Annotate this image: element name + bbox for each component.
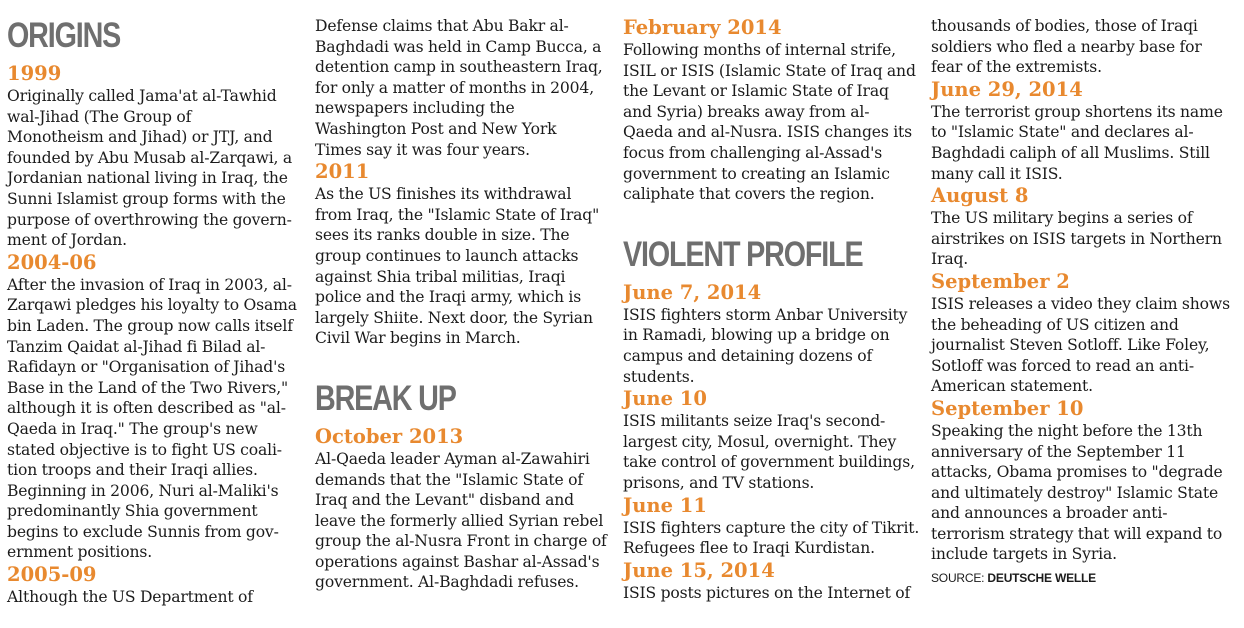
text-line: Jordanian national living in Iraq, the [7, 169, 288, 188]
text-line: government to creating an Islamic [623, 164, 890, 183]
text-line: ISIL or ISIS (Islamic State of Iraq and [623, 61, 916, 80]
text-june-15-2014-part2 [931, 16, 1229, 78]
date-february-2014: February 2014 [623, 16, 782, 39]
text-line: operations against Bashar al-Assad's [315, 552, 600, 571]
text-line: wal-Jihad (The Group of [7, 107, 192, 126]
text-line: and announces a broader anti- [931, 504, 1168, 523]
text-line: sees its ranks double in size. The [315, 226, 570, 245]
date-september-2: September 2 [931, 269, 1070, 293]
date-october-2013: October 2013 [315, 424, 464, 448]
text-line: focus from challenging al-Assad's [623, 143, 883, 162]
source-name: DEUTSCHE WELLE [987, 571, 1096, 586]
text-line: prisons, and TV stations. [623, 473, 815, 492]
text-line: Defense claims that Abu Bakr al- [315, 17, 569, 35]
text-line: in Ramadi, blowing up a bridge on [623, 326, 890, 345]
text-line: ISIS posts pictures on the Internet of [623, 583, 911, 602]
text-september-2 [931, 294, 1229, 397]
text-line: fear of the extremists. [931, 58, 1102, 77]
date-2005-09: 2005-09 [7, 563, 97, 587]
text-line: police and the Iraqi army, which is [315, 288, 582, 307]
text-2004-06 [7, 275, 305, 563]
text-line: ISIS releases a video they claim shows [931, 294, 1230, 313]
text-june-7-2014 [623, 305, 921, 387]
text-line: Following months of internal strife, [623, 41, 896, 59]
text-june-10 [623, 411, 921, 493]
text-line: caliphate that covers the region. [623, 185, 875, 204]
text-line: leave the formerly allied Syrian rebel [315, 511, 604, 530]
text-june-29-2014 [931, 102, 1229, 184]
text-1999 [7, 86, 305, 251]
text-line: Beginning in 2006, Nuri al-Maliki's [7, 481, 279, 500]
text-line: students. [623, 367, 695, 386]
text-line: group continues to launch attacks [315, 246, 579, 265]
text-line: Baghdadi was held in Camp Bucca, a [315, 37, 602, 56]
text-line: many call it ISIS. [931, 164, 1063, 183]
heading-break-up: BREAK UP [315, 378, 456, 418]
text-line: Qaeda in Iraq." The group's new [7, 419, 258, 438]
text-line: terrorism strategy that will expand to [931, 524, 1223, 543]
text-line: largest city, Mosul, overnight. They [623, 432, 897, 451]
text-line: Baghdadi caliph of all Muslims. Still [931, 143, 1210, 162]
text-line: Zarqawi pledges his loyalty to Osama [7, 296, 297, 315]
text-line: for only a matter of months in 2004, [315, 78, 594, 97]
text-june-11 [623, 518, 921, 559]
text-line: begins to exclude Sunnis from gov- [7, 522, 279, 541]
date-june-7-2014: June 7, 2014 [623, 280, 762, 304]
text-october-2013 [315, 449, 613, 593]
text-line: newspapers including the [315, 99, 515, 118]
text-line: although it is often described as "al- [7, 399, 286, 418]
date-june-15-2014: June 15, 2014 [623, 558, 775, 582]
column-3 [623, 16, 921, 603]
text-line: Civil War begins in March. [315, 329, 521, 348]
text-line: predominantly Shia government [7, 502, 258, 521]
text-line: attacks, Obama promises to "degrade [931, 463, 1223, 482]
text-line: Base in the Land of the Two Rivers," [7, 378, 289, 397]
text-line: ISIS fighters storm Anbar University [623, 305, 908, 324]
heading-violent-profile: VIOLENT PROFILE [623, 234, 863, 274]
text-line: ISIS fighters capture the city of Tikrit. [623, 518, 920, 537]
text-line: American statement. [931, 377, 1093, 396]
text-september-10 [931, 421, 1229, 565]
text-2005-09-part1 [7, 587, 305, 608]
text-line: demands that the "Islamic State of [315, 470, 583, 489]
text-line: Speaking the night before the 13th [931, 421, 1203, 440]
text-line: After the invasion of Iraq in 2003, al- [7, 275, 292, 294]
text-line: Rafidayn or "Organisation of Jihad's [7, 358, 286, 377]
text-2011 [315, 184, 613, 349]
text-line: Times say it was four years. [315, 140, 530, 159]
text-line: Originally called Jama'at al-Tawhid [7, 87, 277, 105]
date-august-8: August 8 [931, 184, 1029, 208]
text-line: Sunni Islamist group forms with the [7, 189, 286, 208]
text-line: ernment positions. [7, 543, 153, 562]
column-2 [315, 16, 613, 593]
column-4 [931, 16, 1229, 585]
text-line: take control of government buildings, [623, 453, 915, 472]
date-2011: 2011 [315, 160, 370, 184]
text-line: include targets in Syria. [931, 545, 1117, 564]
text-line: founded by Abu Musab al-Zarqawi, a [7, 148, 292, 167]
text-line: Refugees flee to Iraqi Kurdistan. [623, 539, 875, 558]
text-line: detention camp in southeastern Iraq, [315, 58, 603, 77]
date-2004-06: 2004-06 [7, 250, 97, 274]
text-line: Iraq and the Levant" disband and [315, 491, 575, 510]
text-line: Al-Qaeda leader Ayman al-Zawahiri [315, 449, 590, 468]
text-line: from Iraq, the "Islamic State of Iraq" [315, 205, 600, 224]
text-line: group the al-Nusra Front in charge of [315, 532, 607, 551]
text-line: government. Al-Baghdadi refuses. [315, 573, 579, 592]
text-june-15-2014-part1 [623, 583, 921, 604]
text-line: The terrorist group shortens its name [931, 102, 1223, 121]
text-line: Iraq. [931, 250, 969, 269]
text-line: stated objective is to fight US coali- [7, 440, 282, 459]
source-label: SOURCE: [931, 571, 985, 586]
text-line: against Shia tribal militias, Iraqi [315, 267, 566, 286]
text-line: As the US finishes its withdrawal [315, 185, 572, 204]
text-february-2014 [623, 40, 921, 205]
date-june-10: June 10 [623, 387, 707, 411]
text-line: Tanzim Qaidat al-Jihad fi Bilad al- [7, 337, 266, 356]
text-line: and ultimately destroy" Islamic State [931, 483, 1219, 502]
date-september-10: September 10 [931, 396, 1084, 420]
text-2005-09-part2 [315, 16, 613, 160]
text-line: journalist Steven Sotloff. Like Foley, [931, 336, 1210, 355]
text-line: anniversary of the September 11 [931, 442, 1186, 461]
text-line: soldiers who fled a nearby base for [931, 37, 1202, 56]
column-1 [7, 16, 305, 608]
date-june-11: June 11 [623, 493, 707, 517]
text-line: to "Islamic State" and declares al- [931, 123, 1194, 142]
text-line: purpose of overthrowing the govern- [7, 210, 292, 229]
text-line: Sotloff was forced to read an anti- [931, 356, 1194, 375]
text-line: bin Laden. The group now calls itself [7, 316, 293, 335]
text-line: the Levant or Islamic State of Iraq [623, 82, 889, 101]
text-line: thousands of bodies, those of Iraqi [931, 17, 1198, 35]
text-line: largely Shiite. Next door, the Syrian [315, 308, 593, 327]
text-line: airstrikes on ISIS targets in Northern [931, 229, 1222, 248]
text-line: the beheading of US citizen and [931, 315, 1179, 334]
text-line: ment of Jordan. [7, 231, 127, 250]
text-line: Although the US Department of [7, 588, 253, 607]
text-line: The US military begins a series of [931, 209, 1193, 228]
text-line: tion troops and their Iraqi allies. [7, 461, 258, 480]
text-line: Qaeda and al-Nusra. ISIS changes its [623, 123, 913, 142]
text-line: and Syria) breaks away from al- [623, 102, 870, 121]
text-line: Monotheism and Jihad) or JTJ, and [7, 128, 273, 147]
text-line: campus and detaining dozens of [623, 346, 873, 365]
date-1999: 1999 [7, 62, 62, 85]
date-june-29-2014: June 29, 2014 [931, 77, 1083, 101]
source-credit [931, 571, 1229, 585]
heading-origins: ORIGINS [7, 16, 121, 55]
text-line: ISIS militants seize Iraq's second- [623, 412, 886, 431]
text-line: Washington Post and New York [315, 119, 557, 138]
text-august-8 [931, 208, 1229, 270]
